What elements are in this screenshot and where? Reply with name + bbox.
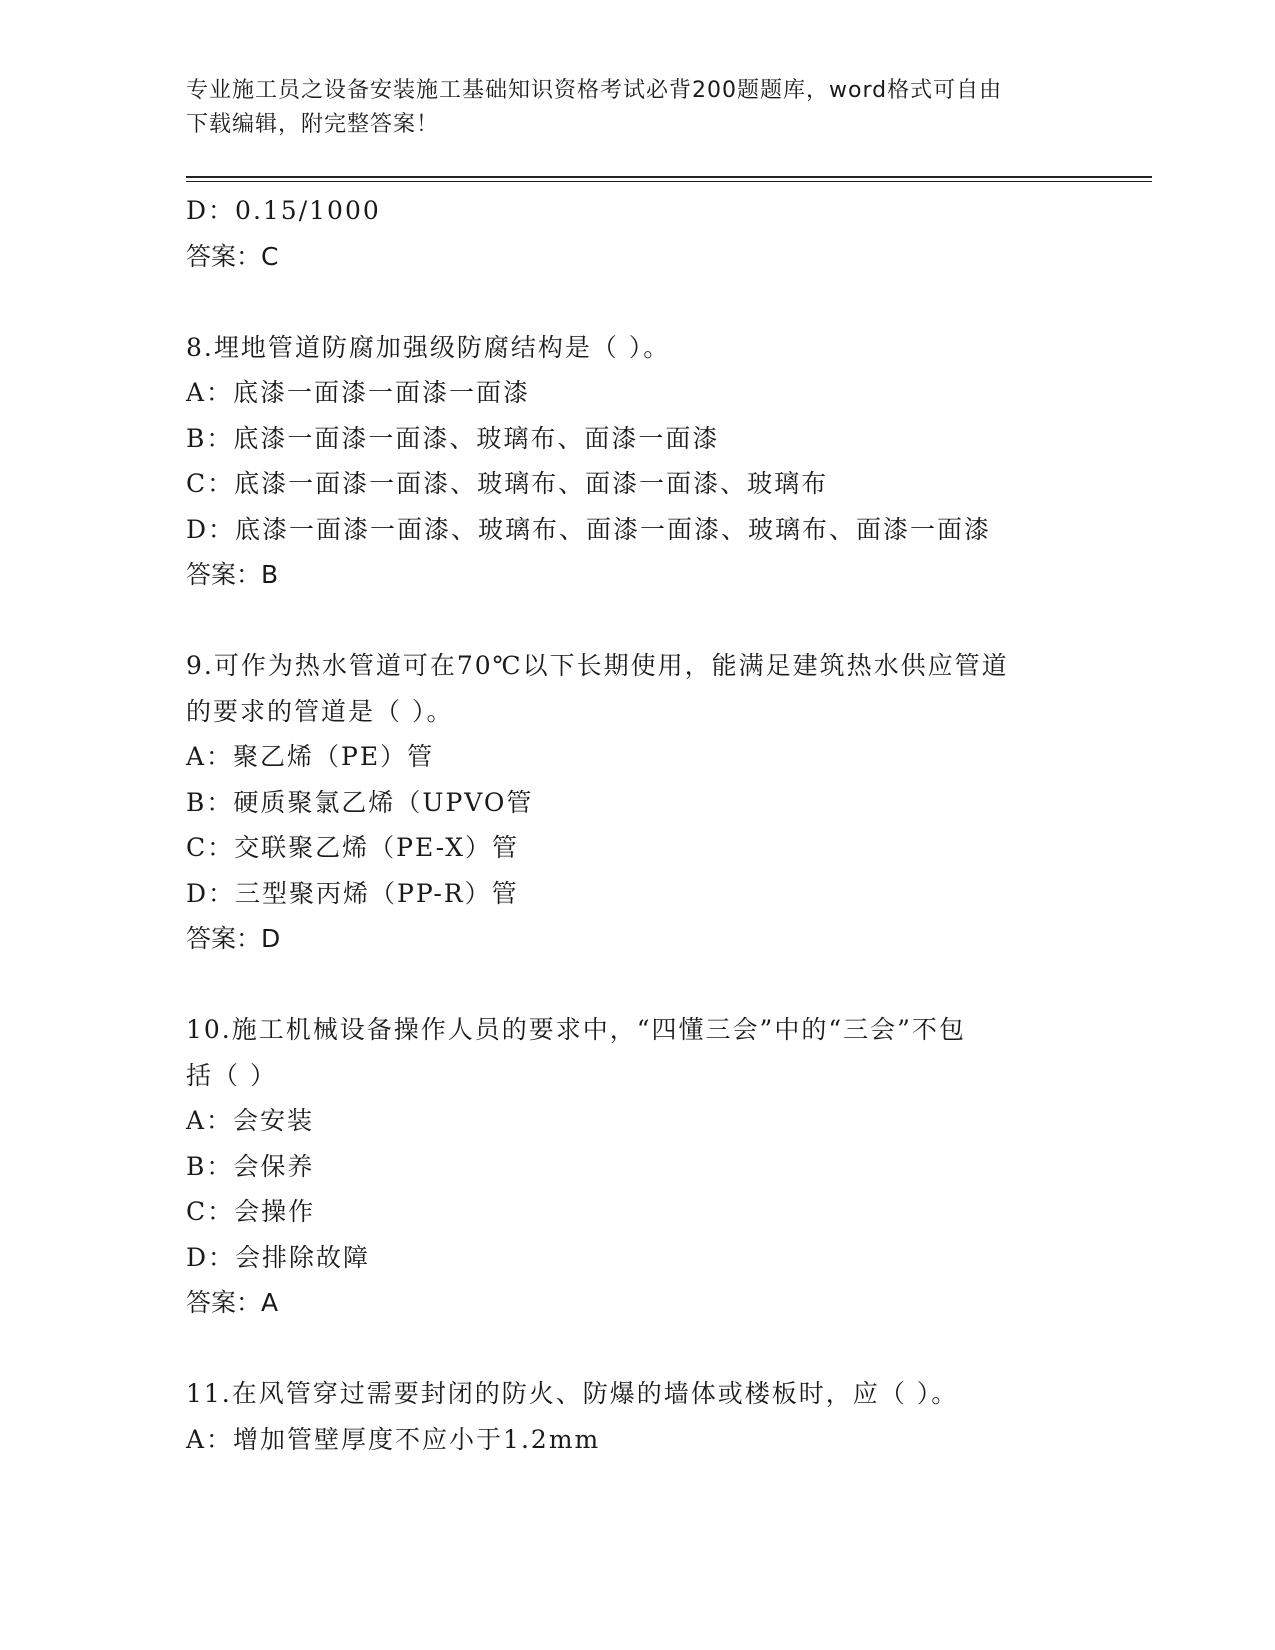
q10-option-d: D：会排除故障: [186, 1242, 371, 1272]
q8-answer: 答案：B: [186, 560, 279, 589]
q10-answer: 答案：A: [186, 1288, 279, 1317]
question-content: [186, 188, 1086, 1462]
q9-option-d: D：三型聚丙烯（PP-R）管: [186, 878, 519, 908]
q10-question-line-1: 10.施工机械设备操作人员的要求中，“四懂三会”中的“三会”不包: [186, 1015, 966, 1044]
q8-option-d: D：底漆一面漆一面漆、玻璃布、面漆一面漆、玻璃布、面漆一面漆: [186, 514, 992, 544]
header-rule-thin: [186, 181, 1152, 182]
q9-question-line-2: 的要求的管道是（ ）。: [186, 696, 454, 726]
spacer: [186, 598, 1086, 644]
q9-option-a: A：聚乙烯（PE）管: [186, 742, 435, 771]
spacer: [186, 279, 1086, 325]
q10-question-line-2: 括（ ）: [186, 1060, 277, 1090]
q10-option-b: B：会保养: [186, 1151, 315, 1181]
q8-option-a: A：底漆一面漆一面漆一面漆: [186, 378, 531, 407]
q10-option-a: A：会安装: [186, 1106, 315, 1135]
q8-option-c: C：底漆一面漆一面漆、玻璃布、面漆一面漆、玻璃布: [186, 469, 829, 498]
document-header: [186, 74, 1066, 142]
q10-option-c: C：会操作: [186, 1197, 316, 1226]
header-rule-thick: [186, 176, 1152, 178]
prev-answer: 答案：C: [186, 241, 279, 271]
spacer: [186, 962, 1086, 1008]
q9-answer: 答案：D: [186, 924, 281, 953]
q8-question: 8.埋地管道防腐加强级防腐结构是（ ）。: [186, 332, 671, 362]
q9-question-line-1: 9.可作为热水管道可在70℃以下长期使用，能满足建筑热水供应管道: [186, 651, 1009, 680]
spacer: [186, 1326, 1086, 1372]
header-line-1: 专业施工员之设备安装施工基础知识资格考试必背200题题库，word格式可自由: [186, 78, 1003, 103]
q11-question: 11.在风管穿过需要封闭的防火、防爆的墙体或楼板时，应（ ）。: [186, 1379, 959, 1408]
prev-option-d: D：0.15/1000: [186, 196, 381, 225]
q9-option-b: B：硬质聚氯乙烯（UPVO管: [186, 787, 534, 817]
q11-option-a: A：增加管壁厚度不应小于1.2mm: [186, 1424, 601, 1454]
header-line-2: 下载编辑，附完整答案！: [186, 112, 440, 137]
q8-option-b: B：底漆一面漆一面漆、玻璃布、面漆一面漆: [186, 423, 720, 453]
q9-option-c: C：交联聚乙烯（PE-X）管: [186, 833, 520, 862]
